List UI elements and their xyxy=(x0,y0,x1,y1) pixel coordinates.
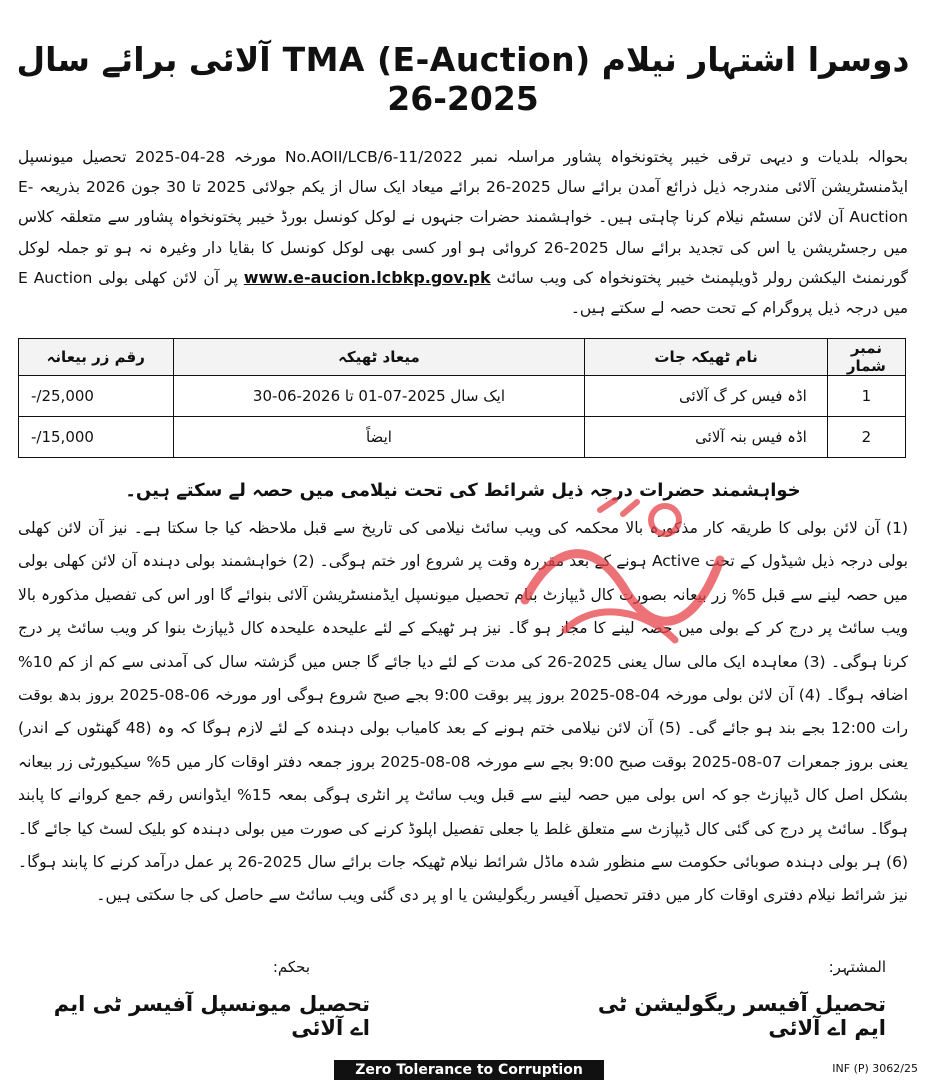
approver-label: بحکم: xyxy=(272,958,310,976)
row-period: ایضاً xyxy=(173,417,585,458)
table-row xyxy=(19,376,906,417)
row-amount: 25,000/- xyxy=(19,376,174,417)
slogan-banner: Zero Tolerance to Corruption xyxy=(334,1060,604,1080)
row-serial: 2 xyxy=(827,417,905,458)
row-serial: 1 xyxy=(827,376,905,417)
intro-text-end: پر آن لائن کھلی بولی E Auction میں درجہ ذیل پروگرام کے تحت حصہ لے سکتے ہیں۔ xyxy=(18,268,908,318)
approver-title: تحصیل میونسپل آفیسر ٹی ایم اے آلائی xyxy=(53,992,370,1040)
row-name: اڈہ فیس کر گ آلائی xyxy=(585,376,827,417)
header-amount: رقم زر بیعانہ xyxy=(19,339,174,376)
header-name: نام ٹھیکہ جات xyxy=(585,339,827,376)
row-name: اڈہ فیس بنہ آلائی xyxy=(585,417,827,458)
intro-paragraph xyxy=(18,142,908,323)
terms-body: (1) آن لائن بولی کا طریقہ کار مذکورہ بالا محکمہ کی ویب سائٹ نیلامی کی تاریخ سے قبل ملاحظہ کیا جا سکتا ہے۔ نیز آن لائن کھلی بولی درجہ ذیل شیڈول کے تحت Active ہونے کے بعد مقررہ وقت پر شروع اور ختم ہوگی۔ (2) خواہشمند بولی دہندہ آن لائن کھلی بولی میں حصہ لینے سے قبل 5% زر بیعانہ بصورت کال ڈیپازٹ بنام تحصیل میونسپل ایڈمنسٹریشن آلائی بنوائے گا اور اس کی تفصیل مذکورہ بالا ویب سائٹ پر درج کر کے بولی میں حصہ لینے کا مجاز ہو گا۔ نیز ہر ٹھیکے کے لئے علیحدہ علیحدہ کال ڈیپازٹ بنوا کر ویب سائٹ پر درج کرنا ہوگی۔ (3) معاہدہ ایک مالی سال یعنی 2025-26 کی مدت کے لئے دیا جائے گا جس میں گزشتہ سال کی آمدنی سے کم از کم 10% اضافہ ہوگا۔ (4) آن لائن بولی مورخہ 04-08-2025 بروز پیر بوقت 9:00 بجے صبح شروع ہوگی اور مورخہ 06-08-2025 بروز بدھ بوقت رات 12:00 بجے بند ہو جائے گی۔ (5) آن لائن نیلامی ختم ہونے کے بعد کامیاب بولی دہندہ کے لئے لازم ہوگا کہ وہ (48 گھنٹوں کے اندر) یعنی بروز جمعرات 07-08-2025 بوقت صبح 9:00 بجے سے مورخہ 08-08-2025 بروز جمعہ دفتر اوقات کار میں 5% سیکیورٹی زر بیعانہ بشکل اصل کال ڈیپازٹ جو کہ اس بولی میں حصہ لینے سے قبل ویب سائٹ پر انٹری ہوگی بمعہ 15% ایڈوانس رقم جمع کروانے کا پابند ہوگا۔ سائٹ پر درج کی گئی کال ڈیپازٹ سے متعلق غلط یا جعلی تفصیل اپلوڈ کرنے کی صورت میں بولی دہندہ کو بلیک لسٹ کیا جائے گا۔ (6) ہر بولی دہندہ صوبائی حکومت سے منظور شدہ ماڈل شرائط نیلام ٹھیکہ جات برائے سال 2025-26 پر عمل درآمد کرنے کا پابند ہوگا۔ نیز شرائط نیلام دفتری اوقات کار میں دفتر تحصیل آفیسر ریگولیشن یا او پر دی گئی ویب سائٹ سے حاصل کی جا سکتی ہیں۔ xyxy=(18,519,909,905)
issuer-signature-block xyxy=(566,958,886,1040)
table-header-row xyxy=(19,339,906,376)
table-row xyxy=(19,417,906,458)
header-serial: نمبر شمار xyxy=(827,339,905,376)
website-link[interactable]: www.e-aucion.lcbkp.gov.pk xyxy=(243,267,491,287)
intro-text: بحوالہ بلدیات و دیہی ترقی خیبر پختونخواہ پشاور مراسلہ نمبر No.AOII/LCB/6-11/2022 مورخہ 28-04-2025 تحصیل میونسپل ایڈمنسٹریشن آلائی مندرجہ ذیل ذرائع آمدن برائے سال 2025-26 برائے میعاد ایک سال از یکم جولائی 2025 تا 30 جون 2026 بذریعہ E-Auction آن لائن سسٹم نیلام کرنا چاہتی ہیں۔ خواہشمند حضرات جنہوں نے لوکل کونسل بورڈ خیبر پختونخواہ پشاور سے متعلقہ کلاس میں رجسٹریشن یا اس کی تجدید برائے سال 2025-26 کروائی ہو اور کسی بھی لوکل کونسل کا بقایا دار وغیرہ نہ ہو تو جملہ لوکل گورنمنٹ الیکشن رولر ڈویلپمنٹ خیبر پختونخواہ کی ویب سائٹ xyxy=(18,148,908,287)
terms-heading: خواہشمند حضرات درجہ ذیل شرائط کی تحت نیلامی میں حصہ لے سکتے ہیں۔ xyxy=(125,480,801,501)
issuer-label: المشتہر: xyxy=(828,958,886,976)
row-amount: 15,000/- xyxy=(19,417,174,458)
notice-title: دوسرا اشتہار نیلام (TMA (E-Auction آلائی برائے سال 2025-26 xyxy=(16,40,910,118)
row-period: ایک سال 2025-07-01 تا 2026-06-30 xyxy=(173,376,585,417)
reference-number: INF (P) 3062/25 xyxy=(832,1062,918,1075)
header-period: میعاد ٹھیکہ xyxy=(173,339,585,376)
approver-signature-block xyxy=(40,958,370,1040)
auction-table xyxy=(18,338,906,458)
issuer-title: تحصیل آفیسر ریگولیشن ٹی ایم اے آلائی xyxy=(597,992,886,1040)
